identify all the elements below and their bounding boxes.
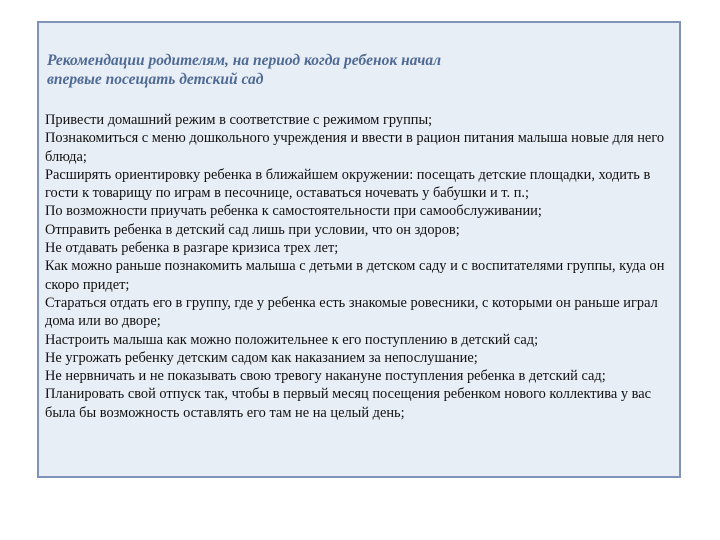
- recommendations-list: [45, 111, 679, 422]
- slide-title-line-1: Рекомендации родителям, на период когда ребенок начал: [47, 52, 442, 69]
- recommendation-item: Отправить ребенка в детский сад лишь при условии, что он здоров;: [45, 221, 460, 238]
- recommendation-item: Как можно раньше познакомить малыша с детьми в детском саду и с воспитателями группы, куда он скоро придет;: [45, 258, 665, 293]
- recommendation-item: Привести домашний режим в соответствие с режимом группы;: [45, 112, 433, 128]
- slide-title-line-2: впервые посещать детский сад: [47, 71, 264, 88]
- recommendation-item: Настроить малыша как можно положительнее к его поступлению в детский сад;: [45, 331, 539, 348]
- recommendation-item: Не угрожать ребенку детским садом как наказанием за непослушание;: [45, 349, 478, 366]
- recommendation-item: Стараться отдать его в группу, где у ребенка есть знакомые ровесники, с которыми он раньше играл дома или во дворе;: [45, 294, 658, 330]
- recommendation-item: Планировать свой отпуск так, чтобы в первый месяц посещения ребенком нового коллектива у вас была бы возможность оставлять его там не на целый день;: [45, 386, 651, 421]
- recommendation-item: Не нервничать и не показывать свою тревогу накануне поступления ребенка в детский сад;: [45, 368, 606, 385]
- slide-title: [47, 51, 667, 89]
- recommendation-item: Расширять ориентировку ребенка в ближайшем окружении: посещать детские площадки, ходить в гости к товарищу по играм в песочнице, оставаться ночевать у бабушки и т. п.;: [45, 166, 651, 202]
- recommendation-item: Не отдавать ребенка в разгаре кризиса трех лет;: [45, 240, 339, 257]
- recommendation-item: Познакомиться с меню дошкольного учреждения и ввести в рацион питания малыша новые для него блюда;: [45, 130, 665, 165]
- recommendation-item: По возможности приучать ребенка к самостоятельности при самообслуживании;: [45, 203, 542, 220]
- text-box: [37, 21, 681, 478]
